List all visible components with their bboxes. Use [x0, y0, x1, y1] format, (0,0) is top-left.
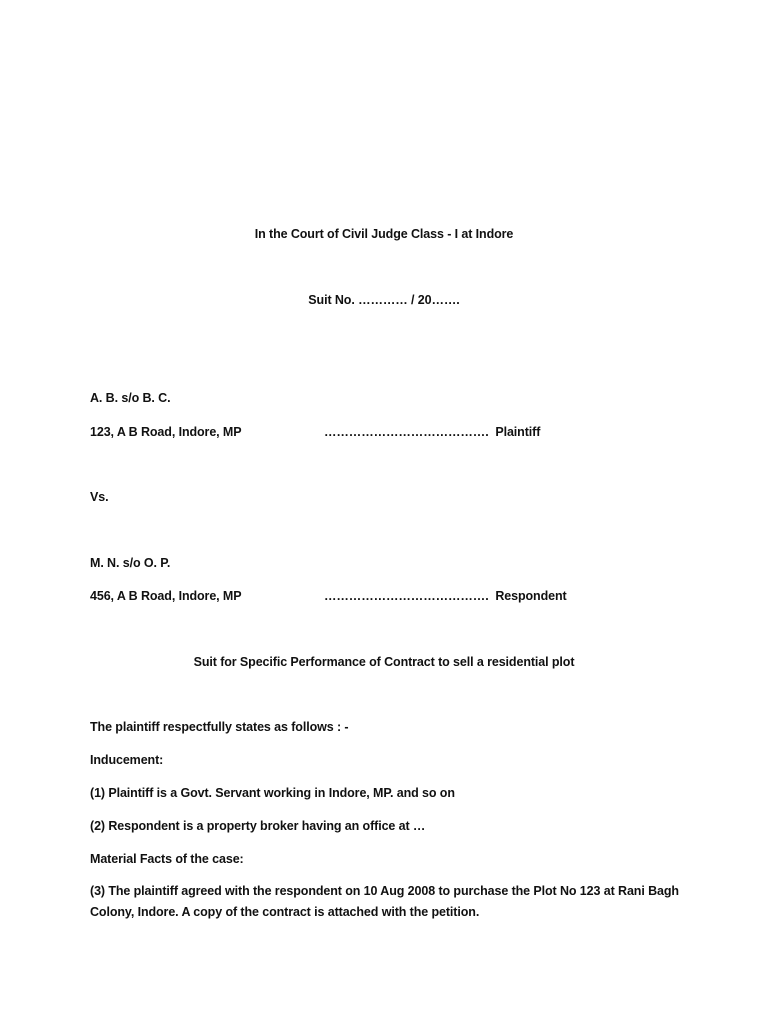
respondent-dots: ………………………………….	[324, 589, 489, 603]
versus-label: Vs.	[90, 490, 109, 504]
plaintiff-address: 123, A B Road, Indore, MP	[90, 425, 242, 439]
respondent-name: M. N. s/o O. P.	[90, 556, 171, 570]
respondent-designation	[324, 588, 567, 604]
suit-title: Suit for Specific Performance of Contract to sell a residential plot	[193, 655, 575, 669]
suit-number: Suit No. ………… / 20…….	[308, 293, 460, 307]
paragraph-3: (3) The plaintiff agreed with the respondent on 10 Aug 2008 to purchase the Plot No 123 at Rani Bagh Colony, Indore. A copy of the contract is attached with the petition.	[90, 884, 679, 919]
plaintiff-designation	[324, 424, 540, 440]
material-facts-heading: Material Facts of the case:	[90, 852, 244, 866]
paragraph-1: (1) Plaintiff is a Govt. Servant working in Indore, MP. and so on	[90, 786, 455, 800]
plaintiff-dots: ………………………………….	[324, 425, 489, 439]
inducement-heading: Inducement:	[90, 753, 164, 767]
respondent-address: 456, A B Road, Indore, MP	[90, 589, 242, 603]
plaintiff-name: A. B. s/o B. C.	[90, 391, 171, 405]
court-heading: In the Court of Civil Judge Class - I at Indore	[254, 227, 514, 241]
plaintiff-role: Plaintiff	[495, 425, 541, 439]
respondent-role: Respondent	[495, 589, 567, 603]
intro-statement: The plaintiff respectfully states as follows : -	[90, 720, 349, 734]
paragraph-2: (2) Respondent is a property broker having an office at …	[90, 819, 426, 833]
